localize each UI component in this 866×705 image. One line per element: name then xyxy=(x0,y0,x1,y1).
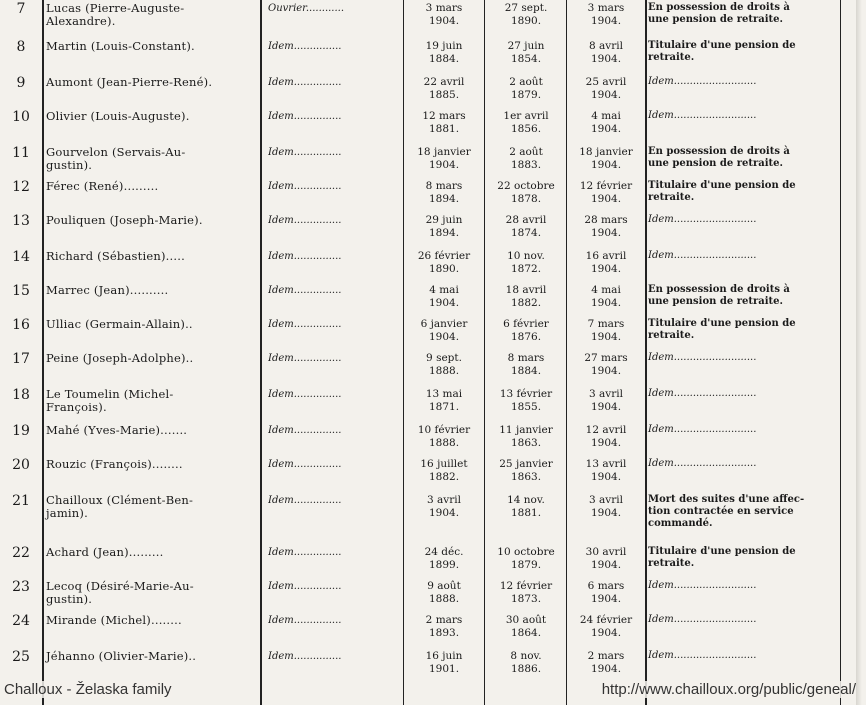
date-entry: 16 juin 1901. xyxy=(425,650,463,675)
date-entry: 10 février 1888. xyxy=(417,424,471,449)
date-entry: 24 déc. 1899. xyxy=(424,546,464,571)
remark: Titulaire d'une pension de retraite. xyxy=(648,180,796,203)
row-number: 10 xyxy=(12,109,30,125)
person-name: Pouliquen (Joseph-Marie). xyxy=(46,213,203,227)
date-entry: 26 février 1890. xyxy=(417,250,471,275)
remark: Idem.......................... xyxy=(648,250,757,261)
row-number: 7 xyxy=(16,1,26,17)
date-birth: 28 avril 1874. xyxy=(505,214,547,239)
date-entry: 22 avril 1885. xyxy=(423,76,465,101)
date-birth: 30 août 1864. xyxy=(505,614,547,639)
date-birth: 27 juin 1854. xyxy=(507,40,545,65)
row-number: 21 xyxy=(12,493,30,509)
person-name: Mirande (Michel)........ xyxy=(46,613,182,627)
date-entry: 13 mai 1871. xyxy=(425,388,463,413)
occupation: Idem............... xyxy=(268,215,342,226)
date-end: 12 février 1904. xyxy=(579,180,633,205)
date-end: 3 avril 1904. xyxy=(589,494,623,519)
row-number: 9 xyxy=(16,75,26,91)
date-birth: 25 janvier 1863. xyxy=(499,458,553,483)
row-number: 17 xyxy=(12,351,30,367)
date-entry: 16 juillet 1882. xyxy=(420,458,468,483)
occupation: Ouvrier............ xyxy=(268,3,345,14)
row-number: 18 xyxy=(12,387,30,403)
column-rule xyxy=(840,0,841,705)
person-name: Aumont (Jean-Pierre-René). xyxy=(46,75,213,89)
occupation: Idem............... xyxy=(268,41,342,52)
date-birth: 18 avril 1882. xyxy=(505,284,547,309)
occupation: Idem............... xyxy=(268,353,342,364)
page-edge xyxy=(856,0,862,705)
occupation: Idem............... xyxy=(268,147,342,158)
row-number: 13 xyxy=(12,213,30,229)
date-birth: 22 octobre 1878. xyxy=(497,180,555,205)
remark: Idem.......................... xyxy=(648,388,757,399)
row-number: 25 xyxy=(12,649,30,665)
person-name: Peine (Joseph-Adolphe).. xyxy=(46,351,194,365)
remark: En possession de droits à une pension de retraite. xyxy=(648,284,790,307)
remark: Idem.......................... xyxy=(648,458,757,469)
row-number: 20 xyxy=(12,457,30,473)
remark: Idem.......................... xyxy=(648,110,757,121)
date-end: 25 avril 1904. xyxy=(585,76,627,101)
occupation: Idem............... xyxy=(268,111,342,122)
person-name: Chailloux (Clément-Ben- jamin). xyxy=(46,493,194,520)
person-name: Olivier (Louis-Auguste). xyxy=(46,109,190,123)
date-entry: 18 janvier 1904. xyxy=(417,146,471,171)
date-birth: 14 nov. 1881. xyxy=(507,494,545,519)
remark: Mort des suites d'une affec- tion contractée en service commandé. xyxy=(648,494,805,529)
occupation: Idem............... xyxy=(268,77,342,88)
person-name: Rouzic (François)........ xyxy=(46,457,183,471)
occupation: Idem............... xyxy=(268,495,342,506)
date-end: 16 avril 1904. xyxy=(585,250,627,275)
row-number: 15 xyxy=(12,283,30,299)
occupation: Idem............... xyxy=(268,459,342,470)
row-number: 22 xyxy=(12,545,30,561)
date-end: 13 avril 1904. xyxy=(585,458,627,483)
caption-left: Challoux - Želaska family xyxy=(4,681,172,698)
date-entry: 3 mars 1904. xyxy=(425,2,463,27)
date-end: 7 mars 1904. xyxy=(587,318,625,343)
caption-right: http://www.chailloux.org/public/geneal/ xyxy=(601,681,856,698)
row-number: 19 xyxy=(12,423,30,439)
occupation: Idem............... xyxy=(268,615,342,626)
date-end: 8 avril 1904. xyxy=(589,40,623,65)
remark: Idem.......................... xyxy=(648,352,757,363)
date-end: 4 mai 1904. xyxy=(590,284,622,309)
person-name: Lecoq (Désiré-Marie-Au- gustin). xyxy=(46,579,194,606)
remark: Idem.......................... xyxy=(648,580,757,591)
remark: Titulaire d'une pension de retraite. xyxy=(648,546,796,569)
remark: Idem.......................... xyxy=(648,214,757,225)
column-rule xyxy=(645,0,647,705)
date-end: 3 avril 1904. xyxy=(589,388,623,413)
date-birth: 13 février 1855. xyxy=(499,388,553,413)
date-end: 3 mars 1904. xyxy=(587,2,625,27)
remark: Idem.......................... xyxy=(648,424,757,435)
date-entry: 4 mai 1904. xyxy=(428,284,460,309)
person-name: Richard (Sébastien)..... xyxy=(46,249,185,263)
row-number: 12 xyxy=(12,179,30,195)
date-birth: 1er avril 1856. xyxy=(503,110,549,135)
remark: Titulaire d'une pension de retraite. xyxy=(648,40,796,63)
row-number: 23 xyxy=(12,579,30,595)
date-end: 30 avril 1904. xyxy=(585,546,627,571)
date-end: 18 janvier 1904. xyxy=(579,146,633,171)
column-rule xyxy=(403,0,404,705)
remark: Idem.......................... xyxy=(648,76,757,87)
date-end: 27 mars 1904. xyxy=(584,352,628,377)
date-entry: 9 sept. 1888. xyxy=(426,352,462,377)
date-birth: 27 sept. 1890. xyxy=(504,2,548,27)
date-birth: 10 nov. 1872. xyxy=(507,250,545,275)
date-end: 6 mars 1904. xyxy=(587,580,625,605)
remark: Idem.......................... xyxy=(648,614,757,625)
person-name: Martin (Louis-Constant). xyxy=(46,39,195,53)
column-rule xyxy=(484,0,485,705)
row-number: 16 xyxy=(12,317,30,333)
row-number: 14 xyxy=(12,249,30,265)
occupation: Idem............... xyxy=(268,285,342,296)
date-entry: 9 août 1888. xyxy=(427,580,461,605)
occupation: Idem............... xyxy=(268,425,342,436)
date-birth: 2 août 1879. xyxy=(509,76,543,101)
person-name: Mahé (Yves-Marie)....... xyxy=(46,423,188,437)
occupation: Idem............... xyxy=(268,319,342,330)
date-birth: 8 nov. 1886. xyxy=(510,650,542,675)
person-name: Jéhanno (Olivier-Marie).. xyxy=(46,649,197,663)
person-name: Gourvelon (Servais-Au- gustin). xyxy=(46,145,186,172)
occupation: Idem............... xyxy=(268,581,342,592)
person-name: Le Toumelin (Michel- François). xyxy=(46,387,174,414)
column-rule xyxy=(260,0,262,705)
date-birth: 6 février 1876. xyxy=(503,318,549,343)
occupation: Idem............... xyxy=(268,547,342,558)
remark: En possession de droits à une pension de retraite. xyxy=(648,2,790,25)
occupation: Idem............... xyxy=(268,389,342,400)
date-end: 2 mars 1904. xyxy=(587,650,625,675)
column-rule xyxy=(42,0,44,705)
row-number: 11 xyxy=(12,145,30,161)
person-name: Achard (Jean)......... xyxy=(46,545,164,559)
row-number: 24 xyxy=(12,613,30,629)
person-name: Lucas (Pierre-Auguste- Alexandre). xyxy=(46,1,185,28)
occupation: Idem............... xyxy=(268,251,342,262)
person-name: Ulliac (Germain-Allain).. xyxy=(46,317,193,331)
remark: Titulaire d'une pension de retraite. xyxy=(648,318,796,341)
date-entry: 2 mars 1893. xyxy=(425,614,463,639)
remark: En possession de droits à une pension de retraite. xyxy=(648,146,790,169)
date-birth: 2 août 1883. xyxy=(509,146,543,171)
date-entry: 3 avril 1904. xyxy=(427,494,461,519)
person-name: Marrec (Jean).......... xyxy=(46,283,169,297)
date-entry: 19 juin 1884. xyxy=(425,40,463,65)
date-end: 28 mars 1904. xyxy=(584,214,628,239)
date-entry: 29 juin 1894. xyxy=(425,214,463,239)
date-birth: 8 mars 1884. xyxy=(507,352,545,377)
date-birth: 12 février 1873. xyxy=(499,580,553,605)
remark: Idem.......................... xyxy=(648,650,757,661)
occupation: Idem............... xyxy=(268,651,342,662)
date-end: 24 février 1904. xyxy=(579,614,633,639)
date-end: 12 avril 1904. xyxy=(585,424,627,449)
date-birth: 11 janvier 1863. xyxy=(499,424,553,449)
occupation: Idem............... xyxy=(268,181,342,192)
date-entry: 12 mars 1881. xyxy=(422,110,466,135)
row-number: 8 xyxy=(16,39,26,55)
column-rule xyxy=(566,0,567,705)
date-end: 4 mai 1904. xyxy=(590,110,622,135)
person-name: Férec (René)......... xyxy=(46,179,159,193)
date-entry: 6 janvier 1904. xyxy=(420,318,468,343)
date-entry: 8 mars 1894. xyxy=(425,180,463,205)
date-birth: 10 octobre 1879. xyxy=(497,546,555,571)
